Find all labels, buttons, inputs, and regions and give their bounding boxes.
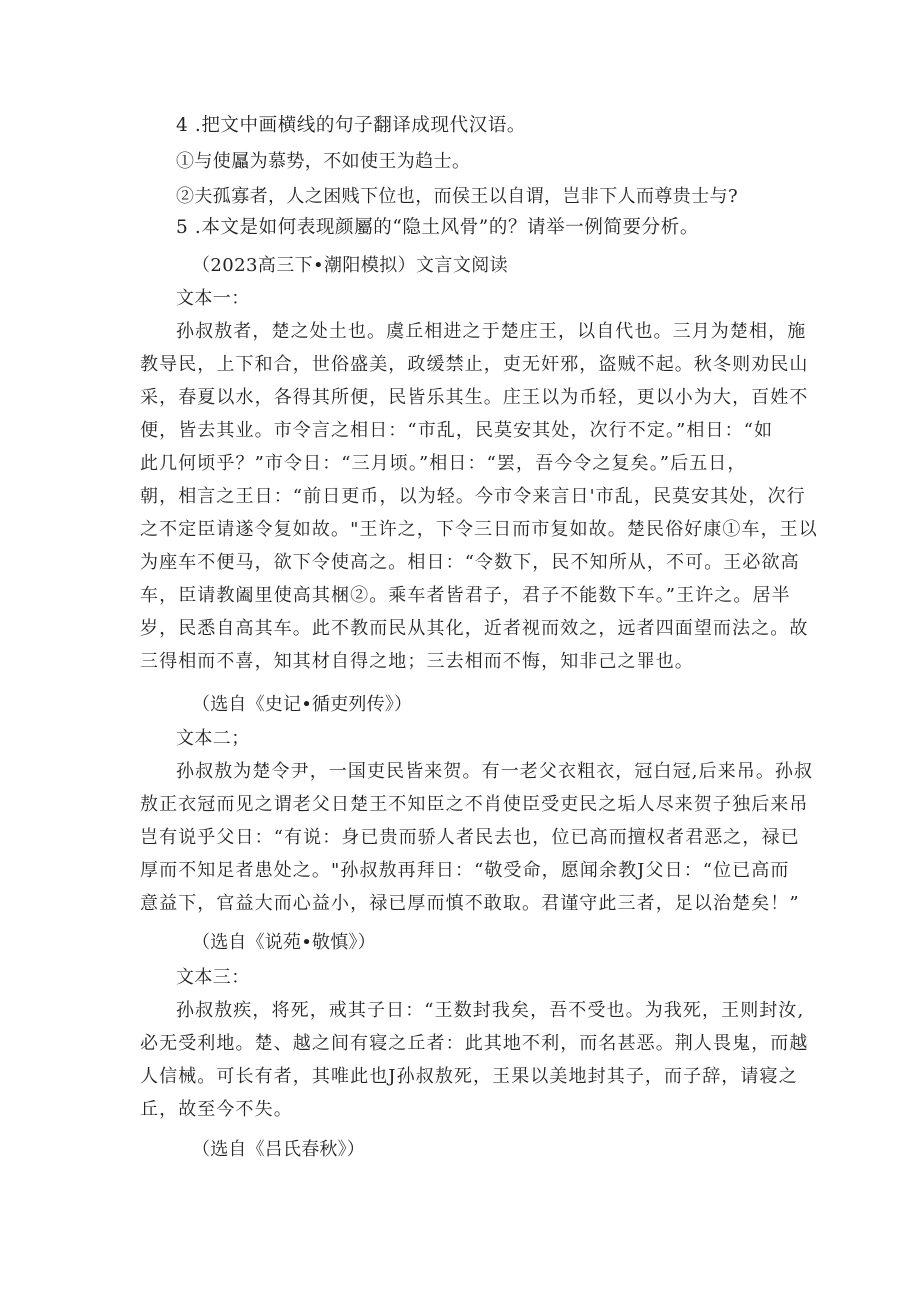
question-4-item-2: ②夫孤寡者，人之困贱下位也，而侯王以自谓，岂非下人而尊贵士与? <box>176 186 739 207</box>
text-2-line: 岂有说乎父日：“有说：身已贵而骄人者民去也，位已高而擅权者君恶之，禄已 <box>140 827 800 848</box>
text-3-line: 孙叔敖疾，将死，戒其子日：“王数封我矣，吾不受也。为我死，王则封汝, <box>176 1000 805 1021</box>
text-1-line: 岁，民悉自高其车。此不教而民从其化，近者视而效之，远者四面望而法之。故 <box>140 618 809 639</box>
section-heading: （2023高三下•潮阳模拟）文言文阅读 <box>192 255 509 276</box>
text-2-line: 厚而不知足者患处之。"孙叔敖再拜日：“敬受命，愿闻余教J父日：“位已高而 <box>140 860 790 881</box>
text-1-line: 便，皆去其业。市令言之相日：“市乱，民莫安其处，次行不定。”相日：“如 <box>140 420 774 441</box>
text-1-label: 文本一： <box>176 288 250 309</box>
question-4-item-1: ①与使屭为慕势，不如使王为趋士。 <box>176 151 471 172</box>
text-3-line: 丘，故至今不失。 <box>140 1099 293 1120</box>
text-3-line: 人信械。可长有者，其唯此也J孙叔敖死，王果以美地封其子，而子辞，请寝之 <box>140 1066 798 1087</box>
text-2-line: 意益下，官益大而心益小，禄已厚而慎不敢取。君谨守此三者，足以治楚矣！” <box>140 893 800 914</box>
text-3-source: （选自《吕氏春秋》） <box>192 1139 365 1160</box>
text-1-line: 朝，相言之王日：“前日更币，以为轻。今市令来言日'市乱，民莫安其处，次行 <box>140 486 806 507</box>
question-5: 5 .本文是如何表现颜屬的“隐土风骨”的？请举一例简要分析。 <box>176 217 699 238</box>
text-1-line: 之不定臣请遂令复如故。"王许之，下令三日而市复如故。楚民俗好康①车，王以 <box>140 519 818 540</box>
text-1-line: 采，春夏以水，各得其所便，民皆乐其生。庄王以为币轻，更以小为大，百姓不 <box>140 387 809 408</box>
text-1-line: 为座车不便马，欲下令使高之。相日：“令数下，民不知所从，不可。王必欲高 <box>140 552 800 573</box>
text-1-line: 此几何顷乎？”市令日：“三月顷。”相日：“罢，吾今令之复矣。”后五日， <box>140 453 747 474</box>
text-1-line: 车，臣请教阖里使高其梱②。乘车者皆君子，君子不能数下车。”王许之。居半 <box>140 585 791 606</box>
text-2-line: 孙叔敖为楚令尹，一国吏民皆来贺。有一老父衣粗衣，冠白冠,后来吊。孙叔 <box>176 761 814 782</box>
text-3-line: 必无受利地。楚、越之间有寝之丘者：此其地不利，而名甚恶。荆人畏鬼，而越 <box>140 1033 809 1054</box>
text-2-label: 文本二； <box>176 728 250 749</box>
text-2-source: （选自《说苑•敬慎》） <box>192 932 376 953</box>
text-2-line: 敖正衣冠而见之谓老父日楚王不知臣之不肖使臣受吏民之垢人尽来贺子独后来吊 <box>140 794 809 815</box>
text-1-line: 教导民，上下和合，世俗盛美，政缓禁止，吏无奸邪，盗贼不起。秋冬则劝民山 <box>140 354 809 375</box>
text-1-line: 孙叔敖者，楚之处土也。虞丘相进之于楚庄王，以自代也。三月为楚相，施 <box>176 321 807 342</box>
text-3-label: 文本三： <box>176 967 250 988</box>
text-1-source: （选自《史记•循吏列传》） <box>192 694 413 715</box>
text-1-line: 三得相而不喜，知其材自得之地；三去相而不悔，知非己之罪也。 <box>140 651 694 672</box>
question-4: 4 .把文中画横线的句子翻译成现代汉语。 <box>176 115 527 136</box>
